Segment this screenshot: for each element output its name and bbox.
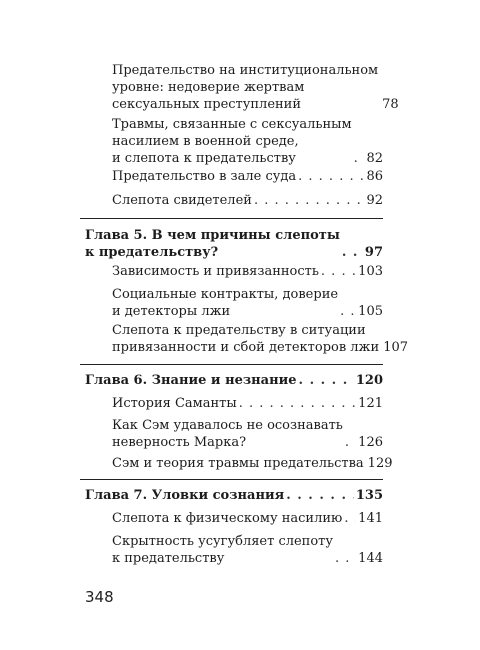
toc-entry-title: Слепота к предательству в ситуации привязанности и сбой детекторов лжи (112, 323, 380, 355)
dot-leader (321, 263, 356, 280)
dot-leader (335, 550, 356, 567)
toc-entry-page: 103 (358, 264, 383, 279)
toc-entry-page: 78 (382, 97, 399, 112)
dot-leader (239, 395, 356, 412)
page-number: 348 (85, 588, 114, 606)
toc-entry (112, 168, 383, 185)
toc-chapter-page: 135 (355, 488, 383, 503)
toc-entry (112, 455, 393, 472)
dot-leader (286, 487, 354, 504)
toc-entry-title: Скрытность усугубляет слепоту к предательству (112, 534, 334, 566)
toc-entry (112, 192, 383, 209)
chapter-divider (80, 218, 383, 219)
toc-chapter-title: Глава 7. Уловки сознания (85, 488, 285, 503)
toc-chapter-page: 120 (355, 373, 383, 388)
toc-chapter (85, 227, 383, 261)
toc-entry-page: 141 (358, 511, 383, 526)
toc-entry (112, 510, 383, 527)
toc-entry (112, 417, 383, 451)
toc-entry-page: 105 (358, 304, 383, 319)
toc-entry-title: Слепота к физическому насилию (112, 511, 343, 526)
toc-entry-page: 86 (366, 169, 383, 184)
dot-leader (340, 303, 356, 320)
dot-leader (354, 150, 365, 167)
chapter-divider (80, 479, 383, 480)
toc-entry (112, 395, 383, 412)
toc-entry (112, 263, 383, 280)
toc-entry (112, 116, 383, 167)
toc-chapter (85, 487, 383, 504)
toc-entry-title: История Саманты (112, 396, 237, 411)
dot-leader (344, 510, 356, 527)
toc-entry-title: Социальные контракты, доверие и детекторы лжи (112, 287, 339, 319)
toc-entry-title: Сэм и теория травмы предательства (112, 456, 364, 471)
dot-leader (299, 372, 354, 389)
toc-entry-page: 107 (383, 340, 409, 355)
chapter-divider (80, 364, 383, 365)
dot-leader (254, 192, 365, 209)
toc-entry-page: 129 (367, 456, 393, 471)
toc-chapter-title: Глава 6. Знание и незнание (85, 373, 297, 388)
toc-entry-title: Травмы, связанные с сексуальным насилием в военной среде, и слепота к предательству (112, 117, 352, 166)
toc-entry-page: 121 (358, 396, 383, 411)
toc-entry-page: 126 (358, 435, 383, 450)
toc-entry (112, 533, 383, 567)
toc-chapter (85, 372, 383, 389)
toc-entry-title: Предательство в зале суда (112, 169, 297, 184)
toc-chapter-title: Глава 5. В чем причины слепоты к предательству? (85, 228, 340, 260)
toc-chapter-page: 97 (364, 245, 383, 260)
toc-entry (112, 62, 399, 113)
toc-entry-page: 92 (366, 193, 383, 208)
toc-entry-title: Слепота свидетелей (112, 193, 252, 208)
toc-entry (112, 322, 409, 356)
toc-entry-title: Зависимость и привязанность (112, 264, 319, 279)
dot-leader (298, 168, 364, 185)
toc-entry-title: Предательство на институциональном уровне: недоверие жертвам сексуальных преступлений (112, 63, 379, 112)
toc-entry-title: Как Сэм удавалось не осознавать неверность Марка? (112, 418, 343, 450)
dot-leader (342, 244, 363, 261)
toc-entry-page: 82 (366, 151, 383, 166)
toc-entry-page: 144 (358, 551, 383, 566)
dot-leader (345, 434, 356, 451)
toc-entry (112, 286, 383, 320)
